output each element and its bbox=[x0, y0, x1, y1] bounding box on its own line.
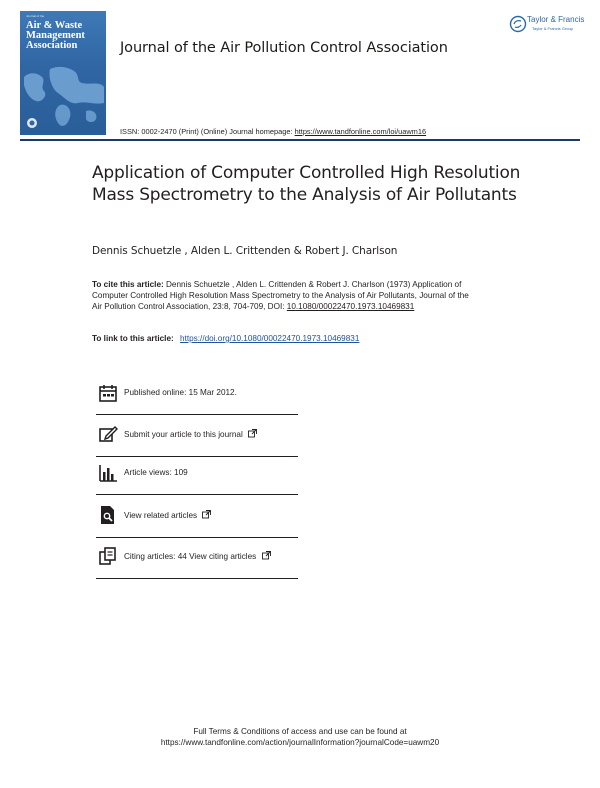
citing-text[interactable]: Citing articles: 44 View citing articles bbox=[124, 552, 257, 561]
cite-text: Dennis Schuetzle , Alden L. Crittenden & Robert J. Charlson (1973) Application of Computer Controlled High Resolution Mass Spectrometry to the Analysis of Air Pollutants, Journal of the Air Pollution Control Association, 23:8, 704-709, DOI: bbox=[92, 280, 469, 311]
footer-terms-link[interactable]: https://www.tandfonline.com/action/journalInformation?journalCode=uawm20 bbox=[160, 738, 440, 747]
cover-title: Air & Waste Management Association bbox=[26, 20, 85, 51]
publisher-name: Taylor & Francis bbox=[527, 15, 585, 24]
issn-line bbox=[120, 127, 426, 136]
citing-articles-icon bbox=[98, 546, 118, 566]
submit-row[interactable] bbox=[96, 424, 296, 454]
cite-doi-link[interactable]: 10.1080/00022470.1973.10469831 bbox=[286, 302, 415, 311]
citing-articles-link[interactable] bbox=[124, 551, 271, 561]
published-text: Published online: 15 Mar 2012. bbox=[124, 388, 237, 397]
article-authors: Dennis Schuetzle , Alden L. Crittenden & Robert J. Charlson bbox=[92, 245, 398, 257]
divider bbox=[96, 537, 298, 538]
divider bbox=[96, 456, 298, 457]
header-rule bbox=[20, 139, 580, 141]
article-doi-link[interactable]: https://doi.org/10.1080/00022470.1973.10469831 bbox=[180, 334, 360, 343]
journal-title[interactable]: Journal of the Air Pollution Control Association bbox=[120, 40, 448, 56]
cover-header-text: Journal of the bbox=[26, 14, 45, 18]
citing-row[interactable] bbox=[96, 546, 296, 576]
link-label: To link to this article: bbox=[92, 334, 174, 343]
divider bbox=[96, 578, 298, 579]
divider bbox=[96, 414, 298, 415]
journal-cover bbox=[20, 11, 106, 135]
footer bbox=[0, 726, 600, 748]
divider bbox=[96, 494, 298, 495]
publisher-logo-icon[interactable] bbox=[509, 15, 527, 33]
submit-text[interactable]: Submit your article to this journal bbox=[124, 430, 243, 439]
external-link-icon bbox=[202, 510, 211, 519]
views-row bbox=[96, 463, 296, 493]
publisher-sub: Taylor & Francis Group bbox=[532, 26, 573, 31]
related-articles-link[interactable] bbox=[124, 510, 211, 520]
cite-label: To cite this article: bbox=[92, 280, 164, 289]
footer-line-1: Full Terms & Conditions of access and use can be found at bbox=[193, 727, 407, 736]
calendar-icon bbox=[98, 383, 118, 403]
journal-homepage-link[interactable]: https://www.tandfonline.com/loi/uawm16 bbox=[294, 127, 427, 136]
related-text[interactable]: View related articles bbox=[124, 511, 198, 520]
world-map-graphic bbox=[20, 63, 106, 135]
issn-text: ISSN: 0002-2470 (Print) (Online) Journal homepage: bbox=[120, 127, 293, 136]
bar-chart-icon bbox=[98, 463, 118, 483]
article-link-line bbox=[92, 334, 359, 343]
external-link-icon bbox=[262, 551, 271, 560]
related-row[interactable] bbox=[96, 505, 296, 535]
submit-article-link[interactable] bbox=[124, 429, 257, 439]
article-title: Application of Computer Controlled High Resolution Mass Spectrometry to the Analysis of Air Pollutants bbox=[92, 163, 521, 205]
published-row bbox=[96, 383, 296, 413]
edit-icon bbox=[98, 424, 118, 444]
citation-block bbox=[92, 279, 472, 312]
views-text: Article views: 109 bbox=[124, 468, 188, 477]
external-link-icon bbox=[248, 429, 257, 438]
related-articles-icon bbox=[98, 505, 118, 525]
